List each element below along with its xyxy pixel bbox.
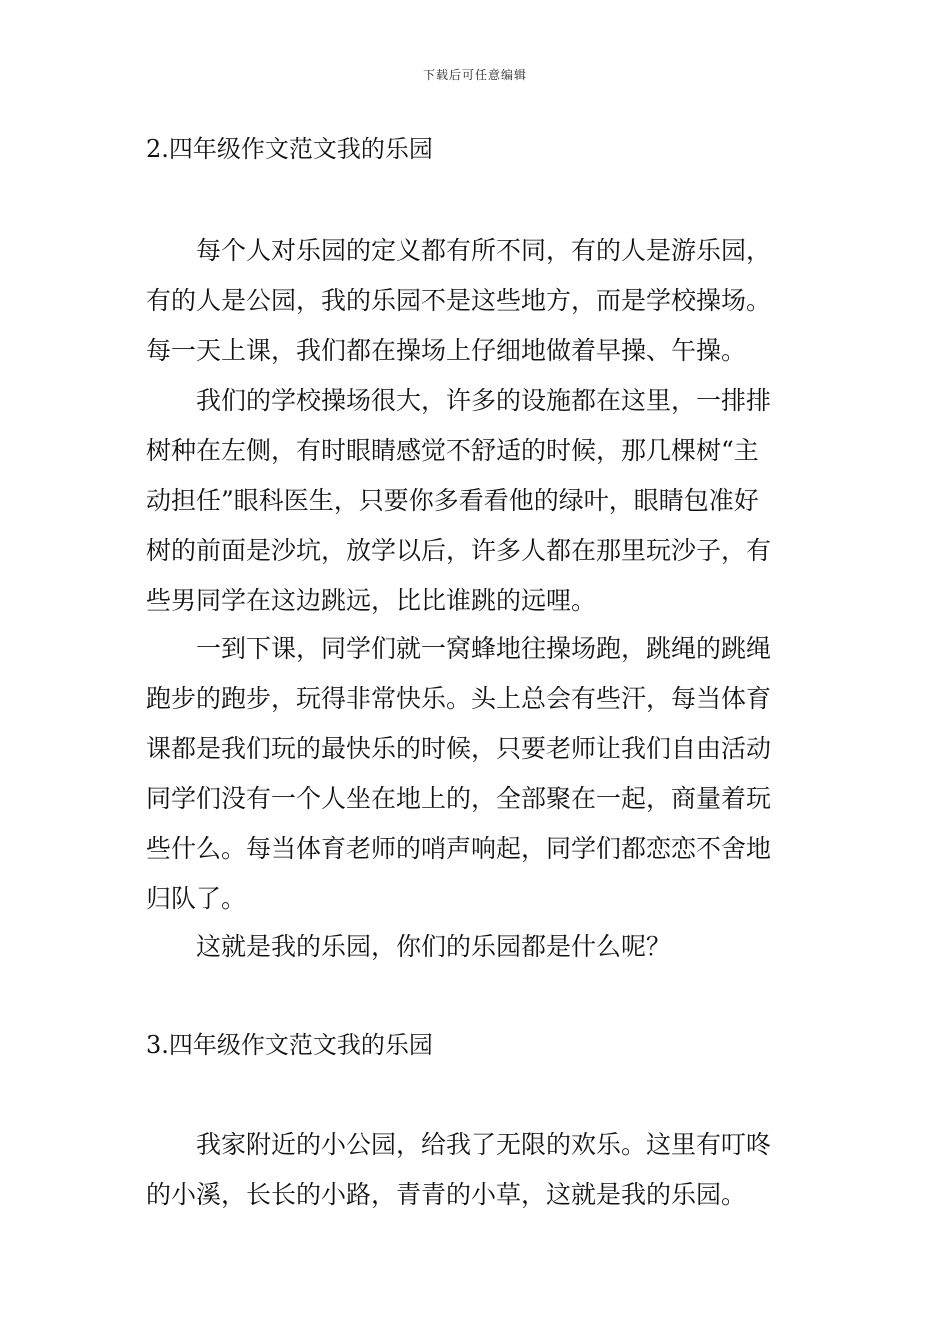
text-line: 些什么。每当体育老师的哨声响起，同学们都恋恋不舍地 bbox=[146, 834, 772, 863]
text-line: 我家附近的小公园，给我了无限的欢乐。这里有叮咚 bbox=[196, 1130, 772, 1159]
text-line: 归队了。 bbox=[146, 884, 247, 913]
text-line: 树的前面是沙坑，放学以后，许多人都在那里玩沙子，有 bbox=[146, 536, 772, 565]
text-line: 的小溪，长长的小路，青青的小草，这就是我的乐园。 bbox=[146, 1180, 747, 1209]
section-3-paragraph-1 bbox=[146, 1120, 806, 1220]
text-line: 有的人是公园，我的乐园不是这些地方，而是学校操场。 bbox=[146, 286, 772, 315]
text-line: 我们的学校操场很大，许多的设施都在这里，一排排 bbox=[196, 386, 772, 415]
text-line: 跑步的跑步，玩得非常快乐。头上总会有些汗，每当体育 bbox=[146, 684, 772, 713]
section-2-paragraph-1 bbox=[146, 226, 806, 376]
text-line: 动担任”眼科医生，只要你多看看他的绿叶，眼睛包准好 bbox=[146, 486, 759, 515]
section-3-heading: 3.四年级作文范文我的乐园 bbox=[146, 1031, 433, 1059]
page-header-note: 下载后可任意编辑 bbox=[422, 68, 527, 82]
text-line: 这就是我的乐园，你们的乐园都是什么呢？ bbox=[196, 932, 672, 961]
section-2-paragraph-4 bbox=[146, 922, 806, 972]
text-line: 些男同学在这边跳远，比比谁跳的远哩。 bbox=[146, 586, 597, 615]
text-line: 树种在左侧，有时眼睛感觉不舒适的时候，那几棵树“主 bbox=[146, 436, 759, 465]
text-line: 课都是我们玩的最快乐的时候，只要老师让我们自由活动 bbox=[146, 734, 772, 763]
section-2-heading: 2.四年级作文范文我的乐园 bbox=[146, 135, 433, 163]
text-line: 每个人对乐园的定义都有所不同，有的人是游乐园， bbox=[196, 236, 772, 265]
text-line: 同学们没有一个人坐在地上的，全部聚在一起，商量着玩 bbox=[146, 784, 772, 813]
text-line: 一到下课，同学们就一窝蜂地往操场跑，跳绳的跳绳 bbox=[196, 634, 772, 663]
section-2-paragraph-2 bbox=[146, 376, 806, 626]
section-2-paragraph-3 bbox=[146, 624, 806, 924]
text-line: 每一天上课，我们都在操场上仔细地做着早操、午操。 bbox=[146, 336, 747, 365]
